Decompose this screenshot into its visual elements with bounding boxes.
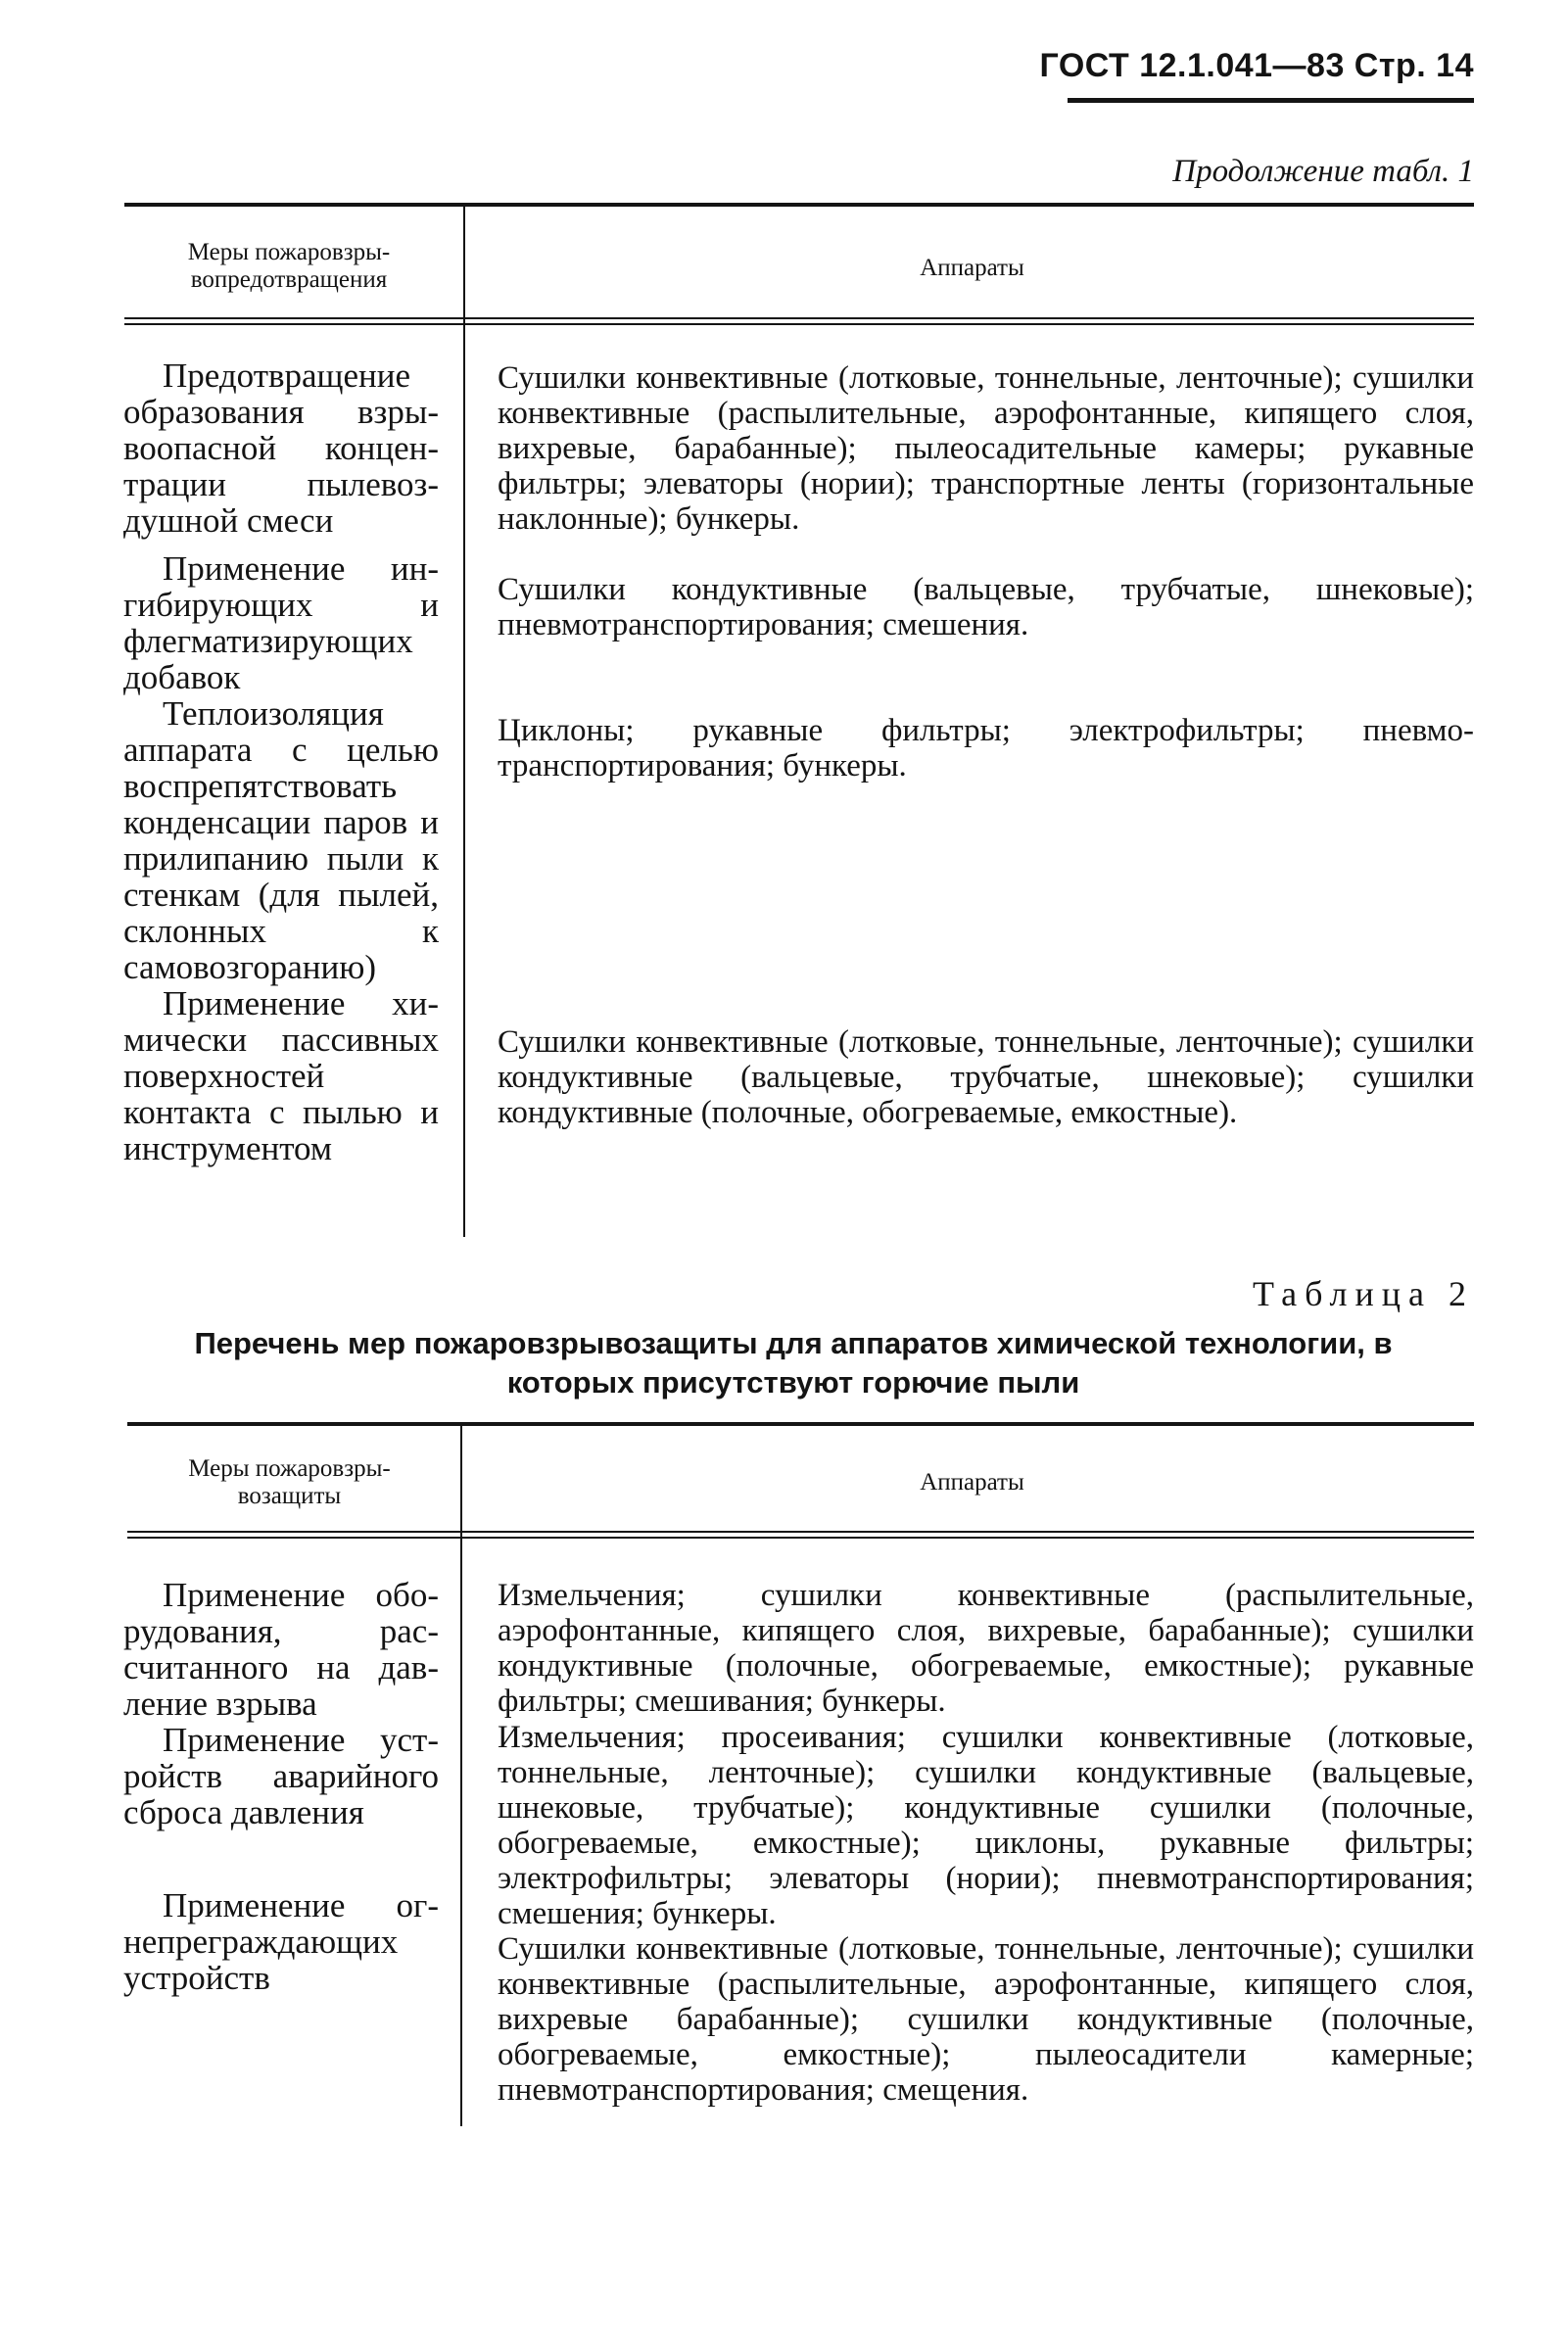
table1-apparatus-row4: Сушилки конвективные (лотковые, тоннельные, ленточные); сушилки кондуктивные (вальцевые, трубчатые, шнековые); сушилки кондуктивные (полочные, обогреваемые, емкостные). bbox=[498, 1024, 1474, 1130]
table2-header-rule bbox=[127, 1531, 1474, 1533]
table1-measures-column bbox=[123, 357, 439, 1166]
header-rule bbox=[1068, 98, 1474, 103]
table1-apparatus-row3: Циклоны; рукавные фильтры; электрофильтры; пневмотранспортирования; бункеры. bbox=[498, 713, 1474, 784]
table1-col2-header: Аппараты bbox=[920, 255, 1024, 281]
table1-row2-measure: Применение ингибирующих и флегматизирующих добавок bbox=[123, 549, 439, 696]
table1-col1-header: Меры пожаровзры- вопредотвращения bbox=[187, 239, 391, 293]
table1-row3-measure: Теплоизоляция аппарата с целью воспрепятствовать конденсации паров и прилипанию пыли к стенкам (для пылей, склонных к самовозгоранию) bbox=[123, 694, 439, 986]
table2-row1-measure: Применение оборудования, рассчитанного на давление взрыва bbox=[123, 1576, 439, 1723]
table2-col2-header: Аппараты bbox=[920, 1469, 1024, 1496]
table2-header-rule-2 bbox=[127, 1537, 1474, 1539]
table1-row4-measure: Применение химически пассивных поверхностей контакта с пылью и инструментом bbox=[123, 984, 439, 1167]
table1-row1-measure: Предотвращение образования взрывоопасной концентрации пылевоздушной смеси bbox=[123, 356, 439, 540]
table1-column-divider bbox=[463, 207, 465, 1237]
table2-row3-measure: Применение огнепреграждающих устройств bbox=[123, 1886, 439, 1997]
table1-apparatus-row2: Сушилки кондуктивные (вальцевые, трубчатые, шнековые); пневмотранспортирования; смешения. bbox=[498, 572, 1474, 642]
table2-apparatus-row3: Сушилки конвективные (лотковые, тоннельные, ленточные); сушилки конвективные (распылительные, аэрофонтанные, кипящего слоя, вихревые барабанные); сушилки кондуктивные (полочные, обогреваемые, емкостные); пылеосадители камерные; пневмотранспортирования; смещения. bbox=[498, 1931, 1474, 2108]
table2-label: Таблица 2 bbox=[1253, 1274, 1474, 1313]
table2-title: Перечень мер пожаровзрывозащиты для аппаратов химической технологии, в которых присутствуют горючие пыли bbox=[194, 1326, 1393, 1400]
page-header: ГОСТ 12.1.041—83 Стр. 14 bbox=[1039, 47, 1474, 84]
table1-apparatus-row1: Сушилки конвективные (лотковые, тоннельные, ленточные); сушилки конвективные (распылительные, аэрофонтанные, кипящего слоя, вихревые, барабанные); пылеосадительные камеры; рукавные фильтры; элеваторы (нории); транспортные ленты (горизонтальные наклонные); бункеры. bbox=[498, 360, 1474, 537]
table1-header-rule-2 bbox=[124, 323, 1474, 325]
table2-top-rule bbox=[127, 1422, 1474, 1426]
table1-header-rule bbox=[124, 317, 1474, 319]
table2-apparatus-row2: Измельчения; просеивания; сушилки конвективные (лотковые, тоннельные, ленточные); сушилки кондуктивные (вальцевые, шнековые, трубчатые); кондуктивные сушилки (полочные, обогреваемые, емкостные); циклоны, рукавные фильтры; электрофильтры; элеваторы (нории); пневмотранспортирования; смешения; бункеры. bbox=[498, 1720, 1474, 1931]
table2-row2-measure: Применение устройств аварийного сброса давления bbox=[123, 1721, 439, 1831]
table2-apparatus-row1: Измельчения; сушилки конвективные (распылительные, аэрофонтанные, кипящего слоя, вихревые, барабанные); сушилки кондуктивные (полочные, обогреваемые, емкостные); рукавные фильтры; смешивания; бункеры. bbox=[498, 1578, 1474, 1719]
table1-top-rule bbox=[124, 203, 1474, 207]
table2-measures-column bbox=[123, 1577, 439, 1996]
table2-col1-header: Меры пожаровзры- возащиты bbox=[188, 1455, 391, 1509]
table1-continuation-label: Продолжение табл. 1 bbox=[1172, 154, 1474, 189]
